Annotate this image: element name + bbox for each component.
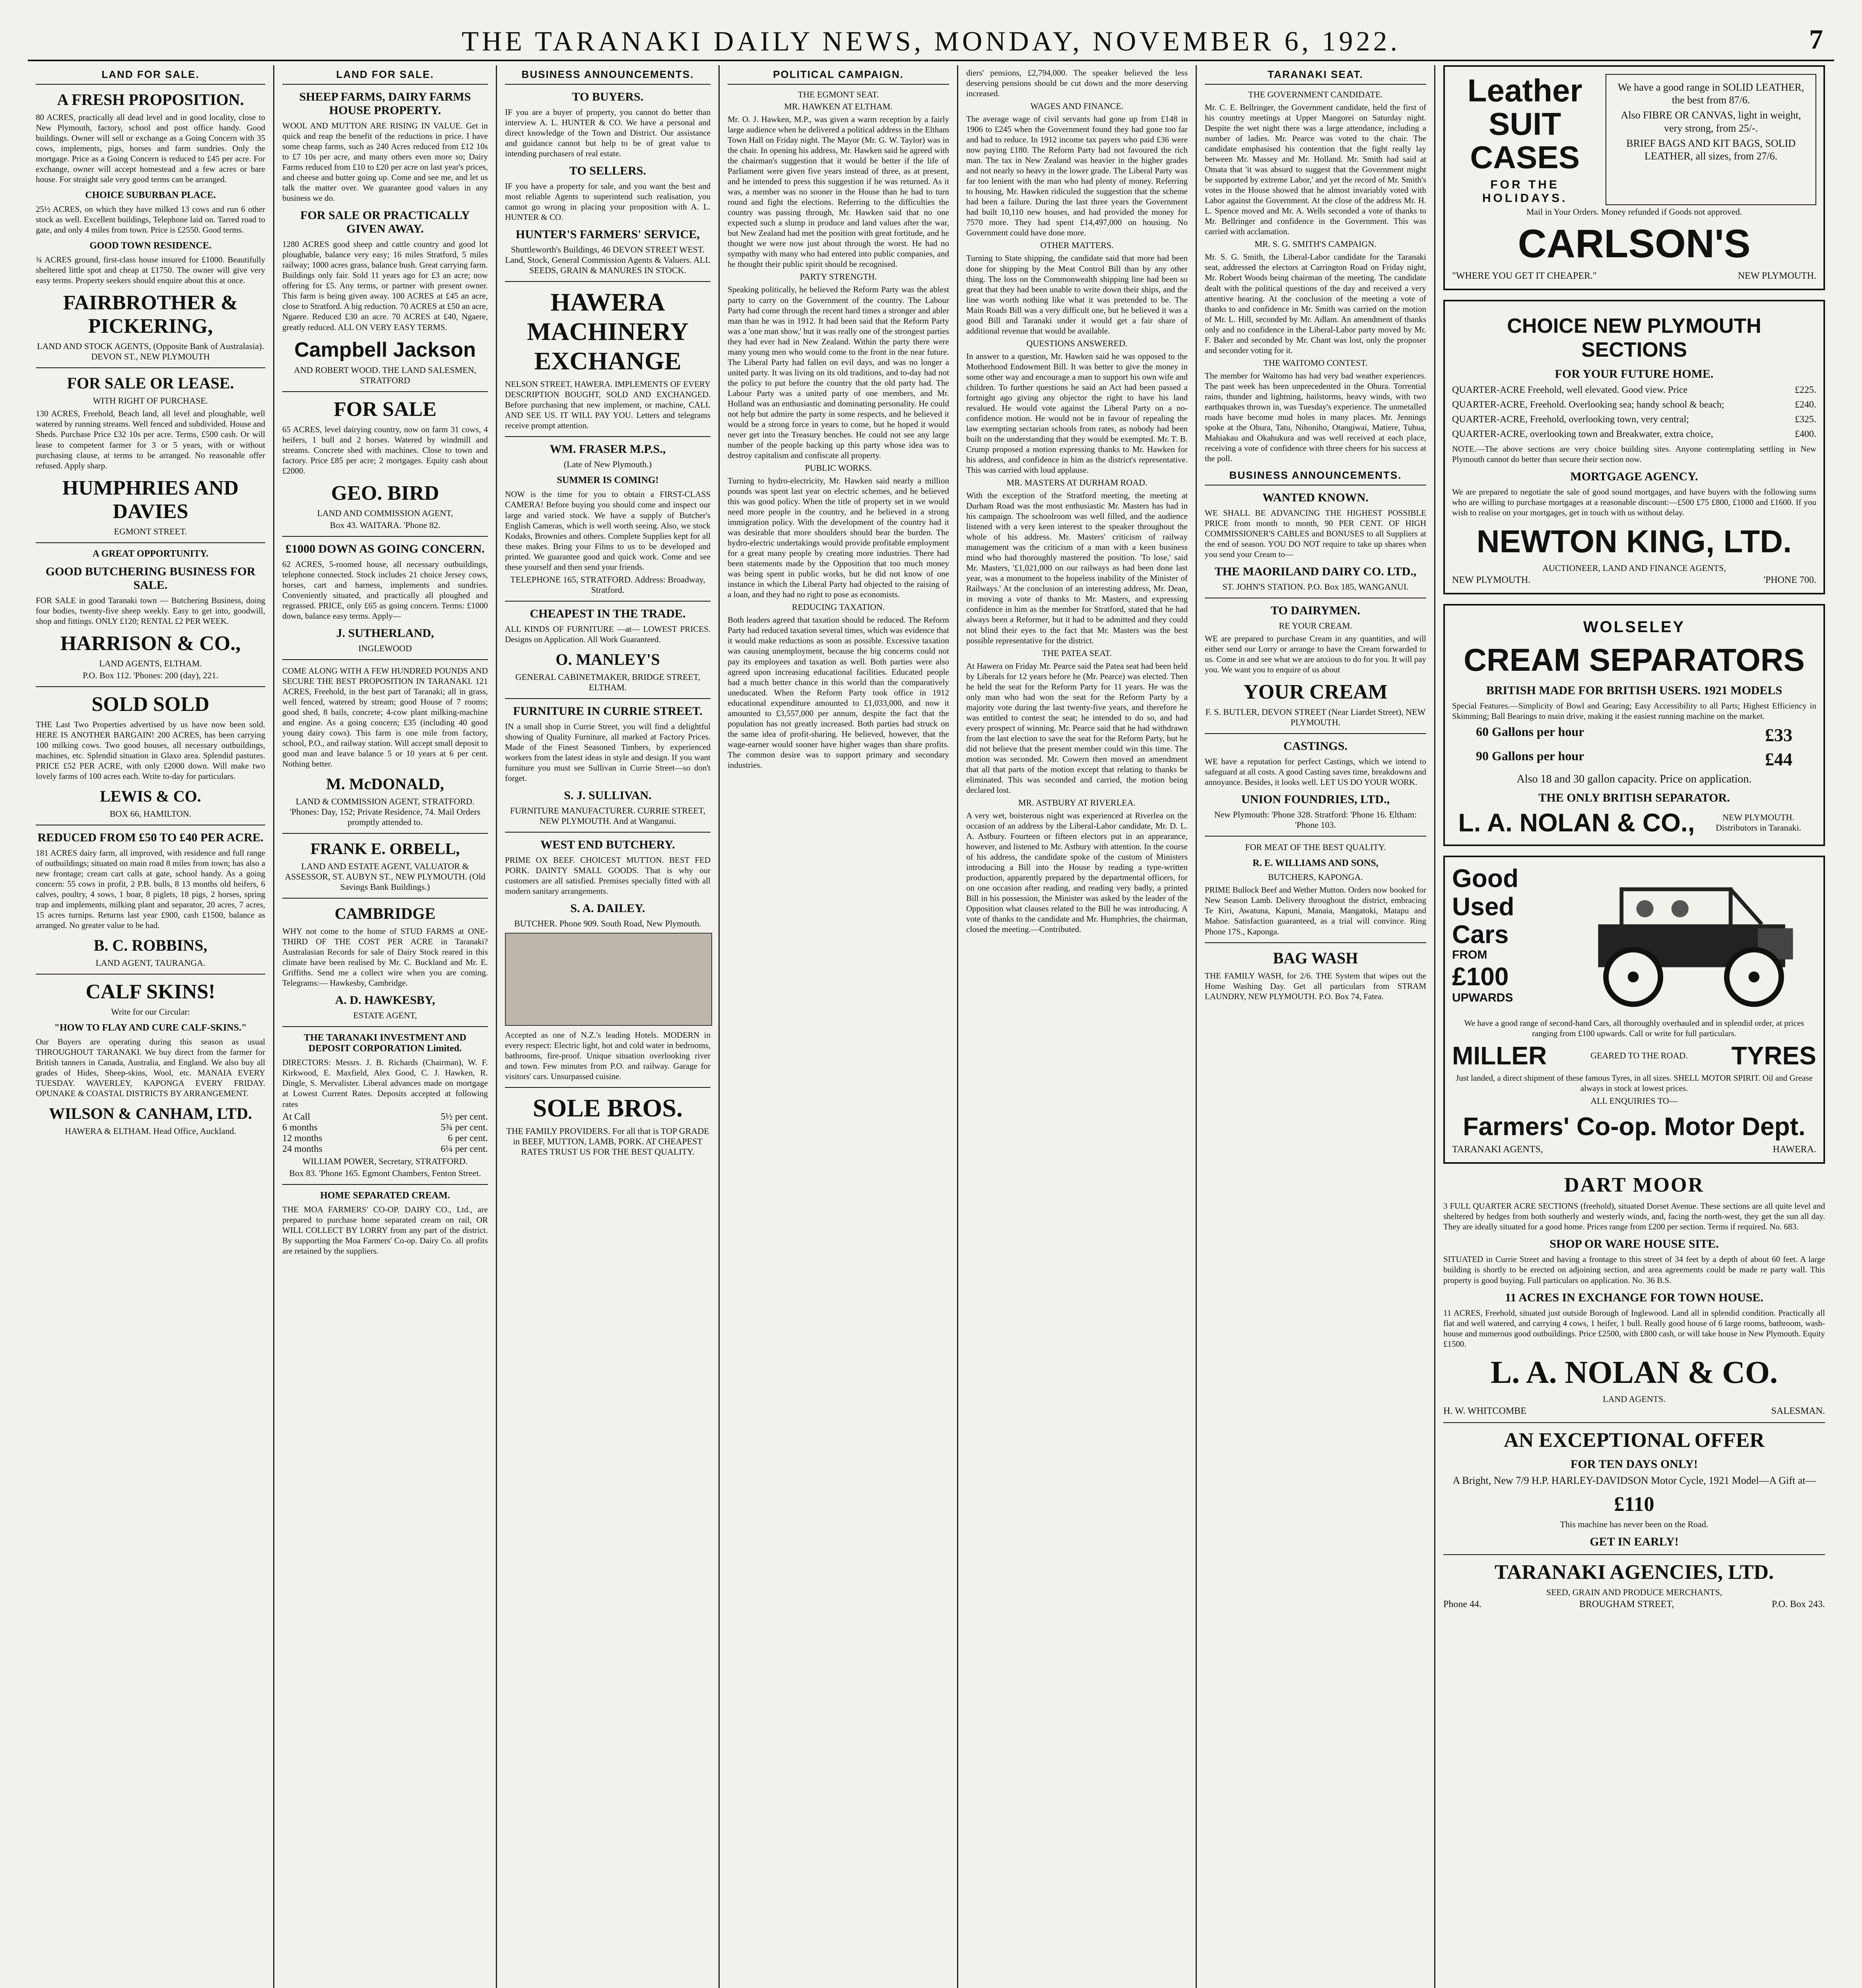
harley-davidson-offer-ad xyxy=(1443,1429,1825,1549)
ad-note: Just landed, a direct shipment of these famous Tyres, in all sizes. SHELL MOTOR SPIRIT. Oil and Grease always in stock at lowest prices. xyxy=(1456,1073,1813,1093)
firm-name: R. E. WILLIAMS AND SONS, xyxy=(1252,858,1379,869)
ad-note: NOTE.—The above sections are very choice building sites. Anyone contemplating settling in New Plymouth cannot do better than secure their section now. xyxy=(1452,444,1816,464)
ad-body: We have a good range in SOLID LEATHER, the best from 87/6. xyxy=(1617,82,1804,106)
listing-row xyxy=(1452,400,1816,410)
ad-subtitle: BRITISH MADE FOR BRITISH USERS. 1921 MODELS xyxy=(1486,684,1782,697)
firm-details: BUTCHER. Phone 909. South Road, New Plymouth. xyxy=(514,918,701,929)
ad-title: CHOICE NEW PLYMOUTH SECTIONS xyxy=(1507,315,1761,361)
suitcase-ad-top xyxy=(1452,74,1816,205)
brand-name: WOLSELEY xyxy=(1583,618,1685,636)
firm-name: WILLIAM POWER, Secretary, STRATFORD. xyxy=(302,1156,468,1166)
divider xyxy=(505,601,711,602)
listing-price: £240. xyxy=(1795,400,1816,410)
ad-title: FOR SALE OR LEASE. xyxy=(67,374,234,392)
article-body: Speaking politically, he believed the Reform Party was the ablest party to carry on the Government of the country. The Labour Party had come through the recent hard times a stronger and abler man than he was in 1912. It had been said that the Reform Party was a 'one man show,' but it was really one of the strongest parties they had ever had in New Zealand. Within the party there were many young men who would come to the front in the near future. The Liberal Party had fallen on evil days, and was no longer a united party. It was living on its old traditions, and to-day had not the policy to put before the country that the old party had. The Labour Party was a united party of one members, and Mr. Holland was an enthusiastic and dominating personality. He could not help but admire the party in some respects, and he believed it would be a strong force in years to come, but he hoped it would never get into the Treasury benches. He could not see any large number of the people backing up this party whose idea was to destroy capitalism and confiscate all property. xyxy=(728,285,949,460)
column-header: BUSINESS ANNOUNCEMENTS. xyxy=(505,65,711,85)
column-header: BUSINESS ANNOUNCEMENTS. xyxy=(1205,466,1426,485)
ad-body: 130 ACRES, Freehold, Beach land, all level and ploughable, well watered by running streams. Well fenced and subdivided. House and Sheds. Purchase Price £32 10s per acre. Terms, £500 cash. Or will lease to competent farmer for 3 or 5 years, with or without purchasing clause, at terms to be arranged. No reasonable offer refused. Apply sharp. xyxy=(36,409,265,470)
ad-title: SOLD SOLD xyxy=(91,693,210,716)
ad-title: A GREAT OPPORTUNITY. xyxy=(92,548,209,559)
ad-subtitle: Write for our Circular: xyxy=(111,1007,190,1017)
ad-body: A Bright, New 7/9 H.P. HARLEY-DAVIDSON Motor Cycle, 1921 Model—A Gift at— xyxy=(1452,1474,1816,1486)
firm-name: M. McDONALD, xyxy=(326,775,444,793)
ad-body: We are prepared to negotiate the sale of good sound mortgages, and have buyers with the following sums who are willing to purchase mortgages at a reasonable discount:—£500 £75 £800, £1000 and £1600. If you wish to realise on your mortgages, get in touch with us without delay. xyxy=(1452,487,1816,518)
ad-body: THE Last Two Properties advertised by us have now been sold. HERE IS ANOTHER BARGAIN! 200 ACRES, has been carrying 100 milking cows. Two good houses, all necessary outbuildings, machines, etc. Splendid situation in Glaxo area. Splendid pastures. PRICE £52 PER ACRE, with only £2000 down. Will make two lovely farms of 100 acres each. Write to-day for particulars. xyxy=(36,719,265,781)
divider xyxy=(505,832,711,833)
tyres-label: TYRES xyxy=(1731,1041,1816,1070)
article-body: Mr. O. J. Hawken, M.P., was given a warm reception by a fairly large audience when he delivered a political address in the Eltham Town Hall on Friday night. The Mayor (Mr. G. W. Taylor) was in the chair. In opening his address, Mr. Hawken said he agreed with the chairman's suggestion that it would be better if the life of Parliament were given five years instead of three, as at present, and he intended to press this suggestion if he was returned. As it was, a member was no sooner in the House than he had to turn round and fight the elections. Referring to the difficulties the country was passing through, Mr. Hawken said that no one expected such a slump in produce and land values after the war, but New Zealand had met the position with great fortitude, and he thought we were now just about through the worst. He had no sympathy with many who had entered into public companies, and he thought their public spirit should be recognised. xyxy=(728,115,949,269)
ad-body: PRIME Bullock Beef and Wether Mutton. Orders now booked for New Season Lamb. Delivery throughout the district, embracing Te Kiri, Awatuna, Kapuni, Manaia, Mangatoki, Matapu and Mahoe. Satisfaction guaranteed, as a trial will convince. Ring Phone 17S., Kaponga. xyxy=(1205,885,1426,936)
column-taranaki-seat xyxy=(1197,65,1435,1988)
firm-name: HUNTER'S FARMERS' SERVICE, xyxy=(516,228,700,241)
rate-value: 5½ per cent. xyxy=(441,1111,488,1122)
tyres-brand: MILLER xyxy=(1452,1041,1547,1070)
divider xyxy=(36,542,265,543)
tyres-banner xyxy=(1452,1041,1816,1070)
divider xyxy=(36,367,265,368)
firm-name: O. MANLEY'S xyxy=(555,650,660,668)
firm-name: UNION FOUNDRIES, LTD., xyxy=(1241,793,1390,806)
ad-body: 80 ACRES, practically all dead level and in good locality, close to New Plymouth, factory, school and post office handy. Good buildings. Owner will sell or exchange as a Going Concern with 35 cows, implements, pigs, horses and farm sundries. Only the mortgage. Price as a Going Concern is reduced to £45 per acre. For exchange, owner will accept homestead and a few acres or bare house. For straight sale very good terms can be arranged. xyxy=(36,113,265,184)
touring-car-illustration xyxy=(1567,864,1816,1015)
ad-title: HOME SEPARATED CREAM. xyxy=(320,1190,450,1201)
article-heading: PUBLIC WORKS. xyxy=(805,463,872,473)
ad-heading: SHOP OR WARE HOUSE SITE. xyxy=(1549,1237,1719,1251)
divider xyxy=(282,1026,488,1027)
ad-title: Good Used Cars xyxy=(1452,864,1519,949)
column-political-campaign-continued xyxy=(958,65,1197,1988)
firm-details: LAND AGENTS, ELTHAM. xyxy=(99,658,202,668)
firm-details: BUTCHERS, KAPONGA. xyxy=(1268,872,1363,882)
rate-term: At Call xyxy=(282,1111,310,1122)
ad-subtitle: (Late of New Plymouth.) xyxy=(563,459,652,470)
ad-body: FOR SALE in good Taranaki town — Butchering Business, doing four bodies, twenty-five sheep weekly. Easy to get into, goodwill, shop and fittings. ONLY £120; RENTAL £2 PER WEEK. xyxy=(36,595,265,626)
ad-subtitle: WITH RIGHT OF PURCHASE. xyxy=(93,396,208,406)
column-header: LAND FOR SALE. xyxy=(36,65,265,85)
divider xyxy=(505,436,711,437)
ad-title: THE TARANAKI INVESTMENT AND DEPOSIT CORPORATION Limited. xyxy=(304,1033,466,1054)
ad-body: Special Features.—Simplicity of Bowl and Gearing; Easy Accessibility to all Parts; Highest Efficiency in Skimming; Ball Bearings to main drive, making it the easiest running machine on the market. xyxy=(1452,701,1816,721)
rates-table xyxy=(282,1112,488,1155)
divider xyxy=(1205,733,1426,734)
agent-name: H. W. WHITCOMBE xyxy=(1443,1406,1526,1416)
ad-body: IF you have a property for sale, and you want the best and most reliable Agents to superintend such realisation, you cannot go wrong in placing your proposition with A. L. HUNTER & CO. xyxy=(505,181,711,222)
capacity-label: 60 Gallons per hour xyxy=(1476,724,1584,739)
column-header: POLITICAL CAMPAIGN. xyxy=(728,65,949,85)
ad-heading: SUMMER IS COMING! xyxy=(557,475,659,486)
ad-body: Also FIBRE OR CANVAS, light in weight, very strong, from 25/-. xyxy=(1621,109,1801,134)
firm-footer xyxy=(1443,1406,1825,1417)
suitcase-ad-left xyxy=(1452,74,1598,205)
suitcase-ad-right xyxy=(1606,74,1816,205)
firm-details: LAND AND ESTATE AGENT, VALUATOR & ASSESSOR, ST. AUBYN ST., NEW PLYMOUTH. (Old Savings Bank Buildings.) xyxy=(285,861,485,892)
ad-note: This machine has never been on the Road. xyxy=(1560,1519,1709,1529)
article-body: Both leaders agreed that taxation should be reduced. The Reform Party had reduced taxation several times, which was evidence that it would make reductions as soon as possible. Excessive taxation was causing unemployment, because the big concerns could not pay its employees and taxation as well. Both parties were also agreed upon increasing educational facilities. Educated people had a much better chance in this world than the comparatively uneducated. When the Reform Party took office in 1912 educational expenditure amounted to £1,033,000, and now it amounted to £3,557,000 per annum, despite the fact that the population has not greatly increased. Both parties had struck on the same idea of profit-sharing. He believed, however, that the wage-earner would sooner have higher wages than share profits. The common desire was to support primary and secondary industries. xyxy=(728,615,949,770)
ad-body: Our Buyers are operating during this season as usual THROUGHOUT TARANAKI. We buy direct from the farmer for British tanners in Canada, Australia, and England. We also buy all grades of Hides, Sheep-skins, Wool, etc. MANAIA EVERY TUESDAY. WAVERLEY, KAPONGA EVERY FRIDAY. OPUNAKE & COASTAL DISTRICTS BY ARRANGEMENT. xyxy=(36,1037,265,1099)
price-value: £44 xyxy=(1765,749,1792,770)
firm-details: BOX 66, HAMILTON. xyxy=(109,808,192,819)
article-heading: MR. HAWKEN AT ELTHAM. xyxy=(784,101,893,111)
firm-name: L. A. NOLAN & CO. xyxy=(1490,1355,1778,1390)
divider xyxy=(36,974,265,975)
ad-title: TO BUYERS. xyxy=(572,90,644,103)
firm-details: LAND AND STOCK AGENTS, (Opposite Bank of Australasia). DEVON ST., NEW PLYMOUTH xyxy=(37,341,264,362)
divider xyxy=(282,898,488,899)
ad-body: ALL KINDS OF FURNITURE —at— LOWEST PRICES. Designs on Application. All Work Guaranteed. xyxy=(505,624,711,644)
ad-body: COME ALONG WITH A FEW HUNDRED POUNDS AND SECURE THE BEST PROPOSITION IN TARANAKI. 121 ACRES, Freehold, in the best part of Taranaki; all in grass, well fenced, watered by stream; good House of 7 rooms; good shed, 8 bails, concrete; 4-cow plant milking-machine and engine. As a going concern; £35 (including 40 good young dairy cows). This farm is one mile from factory, school, P.O., and railway station. Will accept small deposit to good man and leave balance 5 or 10 years at 6 per cent. Nothing better. xyxy=(282,666,488,769)
firm-name: CARLSON'S xyxy=(1518,221,1751,266)
taranaki-agencies-ad xyxy=(1443,1561,1825,1610)
article-body: Turning to State shipping, the candidate said that more had been done for shipping by the Meat Control Bill than by any other thing. The loss on the Commonwealth shipping line had been so great that they had been unable to write down their ships, and the line was worth nothing like what it was pretended to be. The Main Roads Bill was a very difficult one, but he believed it was a good Bill and Taranaki under it would get a fair share of additional revenue that would be available. xyxy=(966,253,1188,336)
firm-details: Box 83. 'Phone 165. Egmont Chambers, Fenton Street. xyxy=(289,1168,481,1178)
ad-subtitle: FOR THE HOLIDAYS. xyxy=(1482,178,1568,205)
divider xyxy=(282,391,488,392)
ad-subtitle: FOR YOUR FUTURE HOME. xyxy=(1555,367,1714,381)
firm-footer xyxy=(1452,1144,1816,1155)
ad-title: Leather SUIT CASES xyxy=(1467,73,1582,175)
column-display-ads xyxy=(1435,65,1833,1988)
firm-name: Farmers' Co-op. Motor Dept. xyxy=(1463,1112,1806,1141)
firm-agents: TARANAKI AGENTS, xyxy=(1452,1144,1543,1155)
firm-details: LAND AGENT, TAURANGA. xyxy=(95,958,206,968)
firm-name: FRANK E. ORBELL, xyxy=(310,840,460,858)
listing-text: QUARTER-ACRE, Freehold, overlooking town, very central; xyxy=(1452,414,1689,425)
firm-street: BROUGHAM STREET, xyxy=(1579,1599,1674,1609)
ad-title: AN EXCEPTIONAL OFFER xyxy=(1504,1429,1765,1452)
ad-body: 65 ACRES, level dairying country, now on farm 31 cows, 4 heifers, 1 bull and 2 horses. Watered by windmill and streams. Concrete shed with machines. Close to town and factory. Price £85 per acre; 2 mortgages. Equity cash about £2000. xyxy=(282,424,488,476)
column-land-for-sale-2 xyxy=(274,65,497,1988)
ad-title: WEST END BUTCHERY. xyxy=(540,838,675,851)
firm-details: GENERAL CABINETMAKER, BRIDGE STREET, ELTHAM. xyxy=(515,672,701,692)
ad-title: YOUR CREAM xyxy=(1243,681,1388,704)
ad-body: BRIEF BAGS AND KIT BAGS, SOLID LEATHER, all sizes, from 27/6. xyxy=(1626,137,1796,162)
article-heading: QUESTIONS ANSWERED. xyxy=(1026,338,1128,348)
ad-body: PRIME OX BEEF. CHOICEST MUTTON. BEST FED PORK. DAINTY SMALL GOODS. That is why our customers are all satisfied. Premises specially fitted with all modern sanitary arrangements. xyxy=(505,855,711,896)
ad-cta: GET IN EARLY! xyxy=(1590,1535,1679,1548)
divider xyxy=(282,1184,488,1185)
ad-heading: RE YOUR CREAM. xyxy=(1279,621,1352,631)
firm-name: A. D. HAWKESBY, xyxy=(335,994,435,1007)
divider xyxy=(1443,1554,1825,1555)
ad-heading: 11 ACRES IN EXCHANGE FOR TOWN HOUSE. xyxy=(1505,1291,1763,1304)
ad-title: CASTINGS. xyxy=(1283,740,1347,753)
rate-term: 24 months xyxy=(282,1143,322,1154)
column-land-for-sale-1 xyxy=(28,65,274,1988)
firm-name: LEWIS & CO. xyxy=(100,787,201,805)
firm-details: ESTATE AGENT, xyxy=(353,1010,417,1021)
article-body: In answer to a question, Mr. Hawken said he was opposed to the Motherhood Endowment Bill. It was better to give the money in some other way and encourage a man to support his own wife and children. To further questions he said an Act had been passed a fortnight ago giving any objector the right to have his land revalued. He would vote against the Liberal Party on a no-confidence motion. He would not be in favour of repealing the law exempting sectarian schools from rates, as nobody had been built on the understanding that they would be exempted. Mr. T. B. Crump proposed a motion expressing thanks to Mr. Hawken for his address, and confidence in him as the district's representative. This was carried with loud applause. xyxy=(966,351,1188,475)
firm-phone: 'PHONE 700. xyxy=(1763,575,1816,586)
firm-block xyxy=(1452,808,1816,837)
ad-body: ¾ ACRES ground, first-class house insured for £1000. Beautifully sheltered little spot and cheap at £1750. The owner will give very easy terms. Property seekers should enquire about this at once. xyxy=(36,255,265,285)
ad-body: 62 ACRES, 5-roomed house, all necessary outbuildings, telephone connected. Stock includes 21 choice Jersey cows, horses, cart and harness, implements and sundries. Conveniently situated, and practically all ploughed and regrassed. PRICE, only £65 as going concern. Terms: £1000 down, balance easy terms. Apply— xyxy=(282,559,488,621)
ad-note: Mail in Your Orders. Money refunded if Goods not approved. xyxy=(1526,207,1742,217)
article-body: A very wet, boisterous night was experienced at Riverlea on the occasion of an address by the Liberal-Labor candidate, Mr. D. L. A. Astbury. Fourteen or fifteen electors put in an appearance, however, and listened to Mr. Astbury with attention. In the course of his address, the candidate spoke of the custom of Ministers introducing a Bill into the House by reading a type-written production, apparently prepared by the departmental officers, for on one occasion after reading, and reading very badly, a printed Bill in his possession, the Minister was asked by the leader of the Opposition what clauses related to the Bill he was introducing. A vote of thanks to the candidate and Mr. Humphries, the chairman, closed the meeting.—Contributed. xyxy=(966,810,1188,934)
firm-phone: P.O. Box 112. 'Phones: 200 (day), 221. xyxy=(82,670,219,680)
divider xyxy=(282,536,488,537)
rate-row xyxy=(282,1112,488,1122)
ad-title: TO DAIRYMEN. xyxy=(1270,604,1361,617)
ad-body: DIRECTORS: Messrs. J. B. Richards (Chairman), W. F. Kirkwood, E. Maxfield, Alex Good, C. J. Hawken, R. Dingle, S. Mervalister. Liberal advances made on mortgage at Lowest Current Rates. Deposits accepted at following rates xyxy=(282,1058,488,1109)
article-heading: OTHER MATTERS. xyxy=(1040,240,1114,250)
firm-box: P.O. Box 243. xyxy=(1771,1599,1825,1609)
firm-name: SOLE BROS. xyxy=(532,1094,683,1122)
rate-row xyxy=(282,1122,488,1133)
firm-footer xyxy=(1452,575,1816,586)
price-value: £33 xyxy=(1765,725,1792,746)
firm-details: HAWERA & ELTHAM. Head Office, Auckland. xyxy=(65,1126,236,1136)
price-suffix: UPWARDS xyxy=(1452,991,1513,1005)
article-body: Turning to hydro-electricity, Mr. Hawken said nearly a million pounds was spent last year on electric schemes, and he believed this was good policy. When the title of property set in we would need more people in the country, and he believed in a strong immigration policy. With the development of the country had it was desirable that more shoulders should bear the burden. The hydro-electric undertakings would provide profitable employment for a great many people by creating more industries. There had been statements made by the Opposition that too much money was being spent in public works, but he did not know of one instance in which the Liberal Party had objected to the raising of a loan, and they had no right to pose as economists. xyxy=(728,476,949,600)
price-value: £100 xyxy=(1452,962,1509,991)
rate-row xyxy=(282,1144,488,1155)
article-heading: THE WAITOMO CONTEST. xyxy=(1263,357,1368,368)
ad-title: CALF SKINS! xyxy=(85,980,216,1004)
article-heading: THE PATEA SEAT. xyxy=(1042,648,1112,658)
divider xyxy=(282,833,488,834)
price-value: £110 xyxy=(1614,1493,1654,1516)
firm-details: Shuttleworth's Buildings, 46 DEVON STREET WEST. Land, Stock, General Commission Agents & Valuers. ALL SEEDS, GRAIN & MANURES IN STOCK. xyxy=(505,245,711,276)
ad-title: TO SELLERS. xyxy=(569,164,646,178)
firm-name: FAIRBROTHER & PICKERING, xyxy=(63,291,238,338)
firm-name: TARANAKI AGENCIES, LTD. xyxy=(1494,1561,1774,1584)
price-row xyxy=(1476,724,1792,746)
tyres-slogan: GEARED TO THE ROAD. xyxy=(1590,1050,1688,1061)
firm-phone: Phone 44. xyxy=(1443,1599,1481,1609)
firm-details: LAND AND COMMISSION AGENT, xyxy=(317,508,453,518)
listing-row xyxy=(1452,385,1816,396)
listing-price: £325. xyxy=(1795,414,1816,425)
ad-title: FOR MEAT OF THE BEST QUALITY. xyxy=(1245,842,1386,852)
ad-title: CREAM SEPARATORS xyxy=(1464,642,1805,678)
article-heading: WAGES AND FINANCE. xyxy=(1030,101,1124,111)
ad-title: SHEEP FARMS, DAIRY FARMS HOUSE PROPERTY. xyxy=(299,90,471,117)
firm-details: INGLEWOOD xyxy=(358,643,412,653)
firm-place: NEW PLYMOUTH. Distributors in Taranaki. xyxy=(1715,812,1801,833)
divider xyxy=(36,686,265,687)
firm-name: B. C. ROBBINS, xyxy=(93,936,208,955)
firm-details: New Plymouth: 'Phone 328. Stratford: 'Phone 16. Eltham: 'Phone 103. xyxy=(1214,810,1417,830)
firm-details: SEED, GRAIN AND PRODUCE MERCHANTS, xyxy=(1546,1587,1722,1597)
firm-phone: TELEPHONE 165, STRATFORD. Address: Broadway, Stratford. xyxy=(510,574,705,595)
ad-body: Accepted as one of N.Z.'s leading Hotels. MODERN in every respect: Electric light, hot and cold water in bedrooms, bathrooms, fire-proof. Unique situation overlooking river and town. Few minutes from P.O. and railway. Garage for visitors' cars. Unsurpassed cuisine. xyxy=(505,1030,711,1081)
firm-details: AUCTIONEER, LAND AND FINANCE AGENTS, xyxy=(1542,563,1726,573)
rate-term: 12 months xyxy=(282,1133,322,1143)
firm-name: J. SUTHERLAND, xyxy=(336,626,434,640)
page-number: 7 xyxy=(1809,24,1826,55)
ad-title: £1000 DOWN AS GOING CONCERN. xyxy=(285,542,485,555)
column-political-campaign xyxy=(720,65,958,1988)
article-heading: REDUCING TAXATION. xyxy=(792,602,885,612)
firm-place: NEW PLYMOUTH. xyxy=(1452,575,1531,586)
ad-body: IN a small shop in Currie Street, you will find a delightful showing of Quality Furniture, all marked at Factory Prices. Made of the Finest Seasoned Timbers, by experienced workers from the latest ideas in style and design. If you want furniture you must see Sullivan in Currie Street—so don't forget. xyxy=(505,721,711,783)
article-body: With the exception of the Stratford meeting, the meeting at Durham Road was the most enthusiastic Mr. Masters has had in his campaign. The schoolroom was well filled, and the audience listened with a very keen interest to the speaker throughout the whole of his address. Mr. Masters' criticism of railway management was the criticism of a man with a keen business mind who had thoroughly mastered the position. 'To lose,' said Mr. Masters, '£1,021,000 on our railways as had been done last year, was a monument to the hopeless inability of the Minister of Railways.' At the conclusion of an interesting address, Mr. Dean, in moving a vote of thanks to Mr. Masters, and expressing confidence in him as the member for Stratford, stated that he had always been a Reformer, but it had to be admitted and they could not blind their eyes to the fact that Mr. Masters was the best possible representative for the district. xyxy=(966,491,1188,645)
listing-row xyxy=(1452,429,1816,440)
article-title: THE GOVERNMENT CANDIDATE. xyxy=(1248,89,1383,99)
wolseley-separators-ad xyxy=(1443,604,1825,846)
ad-title: WM. FRASER M.P.S., xyxy=(549,443,666,456)
firm-details: F. S. BUTLER, DEVON STREET (Near Liardet Street), NEW PLYMOUTH. xyxy=(1205,707,1426,728)
ad-title: A FRESH PROPOSITION. xyxy=(57,91,244,109)
ad-body: WE have a reputation for perfect Castings, which we intend to safeguard at all costs. A good Casting saves time, breakdowns and annoyance. Besides, it looks well. LET US DO YOUR WORK. xyxy=(1205,757,1426,787)
ad-heading: "HOW TO FLAY AND CURE CALF-SKINS." xyxy=(54,1023,247,1033)
ad-title: FOR SALE xyxy=(334,398,437,421)
listing-price: £225. xyxy=(1795,385,1816,395)
firm-name: Campbell Jackson xyxy=(294,338,476,361)
article-body: The member for Waitomo has had very bad weather experiences. The past week has been unprecedented in the Ohura. Torrential rains, thunder and lightning, hailstorms, heavy winds, with two earthquakes thrown in, was Tuesday's experience. The unmetalled roads have become mud holes in many places. Mr. Jennings spoke at the Ohura, Tatu, Nihoniho, Otangiwai, Matiere, Tuhua, Mahiakau and Okahukura and was well received at each place, receiving a vote of confidence with three cheers for his success at the poll. xyxy=(1205,371,1426,463)
used-cars-ad xyxy=(1443,856,1825,1164)
hotel-engraving-image xyxy=(505,933,712,1026)
firm-phone: Box 43. WAITARA. 'Phone 82. xyxy=(330,520,441,530)
capacity-label: 90 Gallons per hour xyxy=(1476,749,1584,763)
rate-row xyxy=(282,1133,488,1144)
ad-body: 181 ACRES dairy farm, all improved, with residence and full range of outbuildings; situated on main road 8 miles from town; has also a new frontage; cream cart calls at gate, school handy. As a going concern: 55 cows in profit, 2 P.B. bulls, 8 13 months old heifers, 6 calves, poultry, 4 sows, 1 boar, 8 piglets, 18 pigs, 2 horses, spring trap and implements, milking plant and separator, 20 acres, 7 acres, 15 acres turnips. Returns last year £900, cash £1500, balance as arranged. No greater value to be had. xyxy=(36,848,265,930)
firm-place: HAWERA. xyxy=(1773,1144,1816,1155)
column-header: LAND FOR SALE. xyxy=(282,65,488,85)
firm-details: LAND AGENTS. xyxy=(1603,1394,1666,1404)
agent-role: SALESMAN. xyxy=(1771,1406,1825,1416)
columns xyxy=(28,65,1834,1988)
article-heading: PARTY STRENGTH. xyxy=(800,272,877,282)
column-business-announcements xyxy=(497,65,720,1988)
ad-body: IF you are a buyer of property, you cannot do better than interview A. L. HUNTER & CO. We have a personal and direct knowledge of the Town and District. Our assistance and guidance cannot but help to be of great value to intending purchasers of real estate. xyxy=(505,107,711,159)
ad-title: WANTED KNOWN. xyxy=(1262,491,1369,504)
ad-body: THE MOA FARMERS' CO-OP. DAIRY CO., Ltd., are prepared to purchase home separated cream on rail, OR WILL COLLECT BY LORRY from any part of the district. By supporting the Moa Farmers' Co-op. Dairy Co. all profits are retained by the suppliers. xyxy=(282,1204,488,1256)
new-plymouth-sections-ad xyxy=(1443,300,1825,594)
ad-title: DART MOOR xyxy=(1564,1174,1705,1197)
firm-details: EGMONT STREET. xyxy=(114,526,187,536)
article-heading: MR. MASTERS AT DURHAM ROAD. xyxy=(1006,478,1147,488)
dart-moor-ad xyxy=(1443,1173,1825,1416)
ad-title: GOOD TOWN RESIDENCE. xyxy=(89,241,212,251)
listing-text: QUARTER-ACRE, Freehold. Overlooking sea; handy school & beach; xyxy=(1452,400,1724,410)
article-body: The average wage of civil servants had gone up from £148 in 1906 to £245 when the Government found they had gone too far and had to reduce. In 1912 income tax payers who paid £36 were now paying £180. The Reform Party had not favoured the rich man. The tax in New Zealand was heavier in the higher grades and not nearly so heavy in the lower grade. The Liberal Party was far too lenient with the man who had plenty of money. Referring to housing, Mr. Hawken ridiculed the suggestion that the scheme had been a failure. During the last three years the Government had built 10,110 new houses, and had provided the money for 7570 more. They had spent £14,497,000 on housing. No Government could have done more. xyxy=(966,114,1188,238)
article-body: Mr. C. E. Bellringer, the Government candidate, held the first of his country meetings at Upper Mangorei on Saturday night. Despite the wet night there was a large attendance, including a number of ladies. Mr. Pearce was voted to the chair. The candidate emphasised his contention that the fight really lay between Mr. Massey and Mr. Holland. Mr. Smith had said at Omata that 'it was absurd to suggest that the Government might be supported by extreme Labor,' and yet the record of Mr. Smith's votes in the House showed that he almost invariably voted with Labor against the Government. At the close of the address Mr. H. L. Spence moved and Mr. A. Wells seconded a vote of thanks to Mr. Bellringer and confidence in the Government. This was carried with acclamation. xyxy=(1205,103,1426,237)
ad-body: THE FAMILY WASH, for 2/6. THE System that wipes out the Home Washing Day. Get all particulars from STRAM LAUNDRY, NEW PLYMOUTH. P.O. Box 74, Fatea. xyxy=(1205,971,1426,1001)
firm-footer xyxy=(1443,1599,1825,1610)
divider xyxy=(505,698,711,699)
ad-body: WHY not come to the home of STUD FARMS at ONE-THIRD OF THE COST PER ACRE in Taranaki? Australasian Records for sale of Dairy Stock reared in this climate have been realised by Mr. C. Buckland and Mr. E. Griffiths. Send me a collect wire when you are coming. Telegrams:— Hawkesby, Cambridge. xyxy=(282,926,488,988)
firm-name: HARRISON & CO., xyxy=(60,632,241,655)
ad-title: BAG WASH xyxy=(1273,949,1358,967)
used-cars-top xyxy=(1452,864,1816,1015)
article-body: Mr. S. G. Smith, the Liberal-Labor candidate for the Taranaki seat, addressed the electors at Carrington Road on Friday night, Mr. Robert Woods being chairman of the meeting. The candidate dealt with the political questions of the day and received a very attentive hearing. At the conclusion of the meeting a vote of thanks to and confidence in Mr. Smith was carried on the motion of Mr. L. Hill, seconded by Mr. Adlam. An amendment of thanks only and no confidence in the Liberal-Labor party moved by Mr. F. Baker and seconded by Mr. Chant was lost, only the proposer and seconder voting for it. xyxy=(1205,252,1426,355)
ad-body: NOW is the time for you to obtain a FIRST-CLASS CAMERA! Before buying you should come and inspect our large and varied stock. We have a supply of Butcher's English Cameras, which is well worth seeing. Also, we stock Kodaks, Brownies and others. Complete Supplies kept for all these makes. Bring your Films to us to be developed and printed. We guarantee good and quick work. Come and see these yourself and then send your friends. xyxy=(505,489,711,572)
ad-title: HAWERA MACHINERY EXCHANGE xyxy=(527,288,689,375)
firm-name: L. A. NOLAN & CO., xyxy=(1458,808,1695,837)
ad-body: 3 FULL QUARTER ACRE SECTIONS (freehold), situated Dorset Avenue. These sections are all quite level and sheltered by hedges from both southerly and westerly winds, and, facing the north-west, they get the sun all day. They are ideally situated for a good home. Prices range from £200 per section. Terms if required. No. 683. xyxy=(1443,1201,1825,1232)
divider xyxy=(1205,836,1426,837)
firm-footer xyxy=(1452,271,1816,282)
listing-text: QUARTER-ACRE, overlooking town and Breakwater, extra choice, xyxy=(1452,429,1713,439)
firm-details: LAND & COMMISSION AGENT, STRATFORD. 'Phones: Day, 152; Private Residence, 74. Mail Orders promptly attended to. xyxy=(289,796,481,827)
firm-name: HUMPHRIES AND DAVIES xyxy=(62,476,239,523)
firm-name: THE MAORILAND DAIRY CO. LTD., xyxy=(1214,565,1417,579)
article-body: diers' pensions, £2,794,000. The speaker believed the less deserving pensions should be cut down and the more deserving increased. xyxy=(966,68,1188,99)
ad-subtitle: FOR TEN DAYS ONLY! xyxy=(1571,1457,1698,1471)
price-row xyxy=(1476,749,1792,770)
firm-details: AND ROBERT WOOD. THE LAND SALESMEN, STRATFORD xyxy=(294,365,476,385)
price-label: FROM xyxy=(1452,948,1487,962)
ad-body: SITUATED in Currie Street and having a frontage to this street of 34 feet by a depth of about 60 feet. A large building is shortly to be erected on adjoining section, and area agreements could be made re party wall. This property is good buying. Full particulars on application. No. 36 B.S. xyxy=(1443,1254,1825,1285)
masthead-title: THE TARANAKI DAILY NEWS, MONDAY, NOVEMBER 6, 1922. xyxy=(462,26,1400,57)
column-header: TARANAKI SEAT. xyxy=(1205,65,1426,85)
ad-heading: MORTGAGE AGENCY. xyxy=(1570,470,1698,483)
listing-row xyxy=(1452,414,1816,425)
ad-body: 11 ACRES, Freehold, situated just outside Borough of Inglewood. Land all in splendid condition. Practically all flat and well watered, and carrying 4 cows, 1 heifer, 1 bull. Really good house of 6 large rooms, bathroom, wash-house and numerous good outbuildings. Price £2500, with £800 cash, or will take house in New Plymouth. Equity £1500. xyxy=(1443,1308,1825,1349)
divider xyxy=(505,1087,711,1088)
listing-text: QUARTER-ACRE Freehold, well elevated. Good view. Price xyxy=(1452,385,1688,395)
listing-price: £400. xyxy=(1795,429,1816,439)
article-heading: MR. S. G. SMITH'S CAMPAIGN. xyxy=(1254,239,1377,249)
firm-details: FURNITURE MANUFACTURER. CURRIE STREET, NEW PLYMOUTH. And at Wanganui. xyxy=(510,805,706,826)
article-heading: MR. ASTBURY AT RIVERLEA. xyxy=(1018,797,1136,808)
firm-details: THE FAMILY PROVIDERS. For all that is TOP GRADE in BEEF, MUTTON, LAMB, PORK. AT CHEAPEST RATES TRUST US FOR THE BEST QUALITY. xyxy=(506,1126,709,1157)
ad-body: NELSON STREET, HAWERA. IMPLEMENTS OF EVERY DESCRIPTION BOUGHT, SOLD AND EXCHANGED. Before purchasing that new implement, or machine, CALL AND SEE US. IT WILL PAY YOU. Letters and telegrams receive prompt attention. xyxy=(505,379,711,431)
ad-body: WE SHALL BE ADVANCING THE HIGHEST POSSIBLE PRICE from month to month, 90 PER CENT. OF HIGH COMMISSIONER'S CABLES and BONUSES to all Suppliers at the end of season. YOU DO NOT require to take up shares when you send your Cream to— xyxy=(1205,508,1426,559)
firm-slogan: "WHERE YOU GET IT CHEAPER." xyxy=(1452,271,1597,281)
ad-title: REDUCED FROM £50 TO £40 PER ACRE. xyxy=(37,831,264,844)
divider xyxy=(1443,1422,1825,1423)
article-title: THE EGMONT SEAT. xyxy=(798,89,879,99)
rate-value: 5¾ per cent. xyxy=(441,1122,488,1133)
rate-value: 6 per cent. xyxy=(448,1133,488,1143)
ad-body: 25½ ACRES, on which they have milked 13 cows and run 6 other stock as well. Excellent buildings, Telephone laid on. Tarred road to gate, and only 4 miles from town. Price is £2550. Good terms. xyxy=(36,204,265,235)
firm-place: NEW PLYMOUTH. xyxy=(1738,271,1816,281)
firm-name: GEO. BIRD xyxy=(331,481,439,505)
firm-name: NEWTON KING, LTD. xyxy=(1476,524,1792,559)
ad-body: 1280 ACRES good sheep and cattle country and good lot ploughable, balance very easy; 16 miles Stratford, 5 miles railway; 1000 acres grass, balance bush. Great carrying farm. Buildings only fair. Sold 11 years ago for £3 an acre; now offering for £5. Any terms, or partner with present owner. This farm is being given away. 100 ACRES at £45 an acre, close to Stratford. A big reduction. 70 ACRES at £50 an acre, Ngaere. Reduced £30 an acre. 70 ACRES at £40, Ngaere, greatly reduced. ALL ON VERY EASY TERMS. xyxy=(282,239,488,332)
ad-note: Also 18 and 30 gallon capacity. Price on application. xyxy=(1516,773,1752,786)
ad-title: CAMBRIDGE xyxy=(334,905,436,923)
ad-title: CHOICE SUBURBAN PLACE. xyxy=(85,190,216,201)
rate-value: 6¼ per cent. xyxy=(441,1143,488,1154)
rate-term: 6 months xyxy=(282,1122,318,1133)
divider xyxy=(1205,942,1426,943)
firm-name: WILSON & CANHAM, LTD. xyxy=(49,1105,252,1123)
ad-body: WE are prepared to purchase Cream in any quantities, and will either send our Lorry or arrange to have the Cream forwarded to us. Come in and see what we are anxious to do for you. It will pay you. We want you to enquire of us about xyxy=(1205,634,1426,675)
article-body: At Hawera on Friday Mr. Pearce said the Patea seat had been held by Liberals for 12 years before he (Mr. Pearce) was elected. Then he held the seat for the Reform Party for 11 years. He was the only man who had won the seat for the Reform Party by a majority vote during the last twenty-five years, and therefore he was entitled to contest the seat; he intended to do so, and had every prospect of winning. Mr. Pearce said that he had withdrawn from the last election to save the seat for the Reform Party, but he did not believe that the present member could win this time. The motion was seconded. Mr. Cowern then moved an amendment that all that parts of the motion except that relating to thanks be eliminated. This was seconded and carried, the motion being declared lost. xyxy=(966,661,1188,795)
firm-name: S. A. DAILEY. xyxy=(570,902,645,915)
ad-heading: GOOD BUTCHERING BUSINESS FOR SALE. xyxy=(45,565,256,592)
firm-details: ST. JOHN'S STATION. P.O. Box 185, WANGANUI. xyxy=(1222,582,1409,592)
used-cars-left xyxy=(1452,864,1559,1015)
divider xyxy=(505,281,711,282)
firm-name: S. J. SULLIVAN. xyxy=(564,788,652,802)
ad-heading: THE ONLY BRITISH SEPARATOR. xyxy=(1538,791,1730,805)
divider xyxy=(282,659,488,660)
ad-body: We have a good range of second-hand Cars, all thoroughly overhauled and in splendid order, at prices ranging from £100 upwards. Call or write for full particulars. xyxy=(1464,1018,1804,1039)
ad-title: FURNITURE IN CURRIE STREET. xyxy=(513,704,703,718)
carlsons-suit-cases-ad xyxy=(1443,65,1825,290)
ad-title: CHEAPEST IN THE TRADE. xyxy=(530,607,686,620)
masthead xyxy=(28,24,1834,61)
ad-title: FOR SALE OR PRACTICALLY GIVEN AWAY. xyxy=(300,209,470,236)
ad-body: WOOL AND MUTTON ARE RISING IN VALUE. Get in quick and reap the benefit of the reductions in price. I have some cheap farms, such as 240 Acres reduced from £12 10s to £7 10s per acre, and many others even more so; Dairy Farms reduced from £10 to £20 per acre on last year's prices, and cheese and butter going up. Come and see me, and let us talk the matter over. We guarantee good values in any business we do. xyxy=(282,121,488,203)
ad-note: ALL ENQUIRIES TO— xyxy=(1590,1096,1678,1106)
